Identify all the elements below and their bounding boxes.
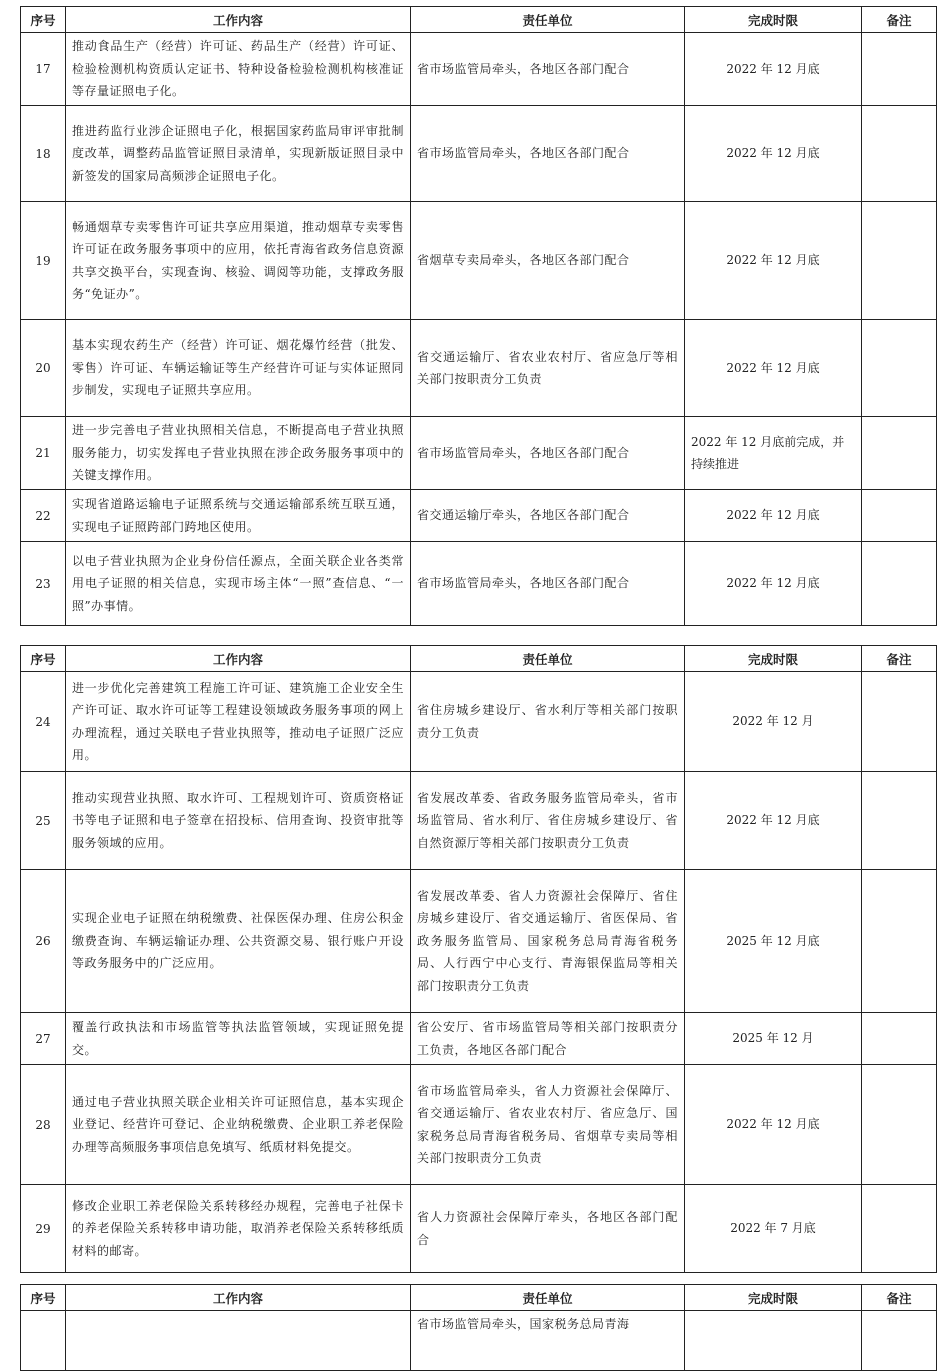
- row-note: [862, 202, 937, 320]
- row-unit: 省发展改革委、省人力资源社会保障厅、省住房城乡建设厅、省交通运输厅、省医保局、省政务服务监管局、国家税务总局青海省税务局、人行西宁中心支行、青海银保监局等相关部门按职责分工负责: [411, 870, 685, 1013]
- row-content: 通过电子营业执照关联企业相关许可证照信息，基本实现企业登记、经营许可登记、企业纳税缴费、企业职工养老保险办理等高频服务事项信息免填写、纸质材料免提交。: [66, 1065, 411, 1185]
- row-unit: 省烟草专卖局牵头，各地区各部门配合: [411, 202, 685, 320]
- header-note: 备注: [862, 646, 937, 672]
- row-deadline: 2022 年 12 月底: [685, 320, 862, 417]
- row-seq: 17: [21, 33, 66, 106]
- header-note: 备注: [862, 1285, 937, 1311]
- row-deadline: 2022 年 12 月底: [685, 1065, 862, 1185]
- row-note: [862, 417, 937, 490]
- header-content: 工作内容: [66, 1285, 411, 1311]
- row-deadline: 2022 年 12 月底前完成，并持续推进: [685, 417, 862, 490]
- table-row: [21, 33, 937, 106]
- header-seq: 序号: [21, 7, 66, 33]
- row-deadline: 2022 年 12 月底: [685, 490, 862, 542]
- row-seq: 20: [21, 320, 66, 417]
- row-seq: 21: [21, 417, 66, 490]
- row-seq: 28: [21, 1065, 66, 1185]
- row-seq: 29: [21, 1185, 66, 1273]
- row-unit: 省市场监管局牵头，各地区各部门配合: [411, 106, 685, 202]
- row-unit: 省市场监管局牵头，各地区各部门配合: [411, 417, 685, 490]
- row-note: [862, 870, 937, 1013]
- table-row: [21, 106, 937, 202]
- row-deadline: 2022 年 12 月底: [685, 33, 862, 106]
- row-note: [862, 672, 937, 772]
- row-seq: 22: [21, 490, 66, 542]
- row-seq: 27: [21, 1013, 66, 1065]
- row-seq: [21, 1311, 66, 1371]
- row-unit: 省市场监管局牵头，省人力资源社会保障厅、省交通运输厅、省农业农村厅、省应急厅、国家税务总局青海省税务局、省烟草专卖局等相关部门按职责分工负责: [411, 1065, 685, 1185]
- header-seq: 序号: [21, 1285, 66, 1311]
- row-deadline: 2022 年 12 月底: [685, 106, 862, 202]
- row-seq: 24: [21, 672, 66, 772]
- table-block-1: [20, 6, 936, 626]
- partial-unit-text: 省市场监管局牵头，国家税务总局青海: [417, 1317, 630, 1331]
- header-note: 备注: [862, 7, 937, 33]
- table-row: [21, 542, 937, 626]
- row-note: [862, 33, 937, 106]
- row-note: [862, 1065, 937, 1185]
- row-note: [862, 490, 937, 542]
- table-header-row: [21, 646, 937, 672]
- table-row: [21, 417, 937, 490]
- row-deadline: 2022 年 12 月底: [685, 202, 862, 320]
- row-deadline: 2022 年 12 月底: [685, 542, 862, 626]
- header-unit: 责任单位: [411, 646, 685, 672]
- row-unit: 省市场监管局牵头，各地区各部门配合: [411, 33, 685, 106]
- row-content: 修改企业职工养老保险关系转移经办规程，完善电子社保卡的养老保险关系转移申请功能，取消养老保险关系转移纸质材料的邮寄。: [66, 1185, 411, 1273]
- table-block-3: [20, 1284, 936, 1331]
- row-deadline: 2025 年 12 月: [685, 1013, 862, 1065]
- row-seq: 23: [21, 542, 66, 626]
- table-row: [21, 672, 937, 772]
- header-deadline: 完成时限: [685, 1285, 862, 1311]
- table-row: [21, 202, 937, 320]
- header-unit: 责任单位: [411, 7, 685, 33]
- row-content: 覆盖行政执法和市场监管等执法监管领域，实现证照免提交。: [66, 1013, 411, 1065]
- row-deadline: 2025 年 12 月底: [685, 870, 862, 1013]
- table-row: [21, 1065, 937, 1185]
- table-header-row: [21, 7, 937, 33]
- row-unit: 省交通运输厅牵头，各地区各部门配合: [411, 490, 685, 542]
- row-unit: 省发展改革委、省政务服务监管局牵头，省市场监管局、省水利厅、省住房城乡建设厅、省自然资源厅等相关部门按职责分工负责: [411, 772, 685, 870]
- row-unit: 省市场监管局牵头，各地区各部门配合: [411, 542, 685, 626]
- table-row: [21, 772, 937, 870]
- row-deadline: 2022 年 7 月底: [685, 1185, 862, 1273]
- table-row: [21, 1311, 937, 1371]
- table-row: [21, 870, 937, 1013]
- row-note: [862, 772, 937, 870]
- row-unit: 省住房城乡建设厅、省水利厅等相关部门按职责分工负责: [411, 672, 685, 772]
- row-content: 进一步优化完善建筑工程施工许可证、建筑施工企业安全生产许可证、取水许可证等工程建设领域政务服务事项的网上办理流程，通过关联电子营业执照等，推动电子证照广泛应用。: [66, 672, 411, 772]
- table-row: [21, 1013, 937, 1065]
- header-content: 工作内容: [66, 646, 411, 672]
- header-seq: 序号: [21, 646, 66, 672]
- table-row: [21, 490, 937, 542]
- table-header-row: [21, 1285, 937, 1311]
- header-unit: 责任单位: [411, 1285, 685, 1311]
- row-content: 实现企业电子证照在纳税缴费、社保医保办理、住房公积金缴费查询、车辆运输证办理、公共资源交易、银行账户开设等政务服务中的广泛应用。: [66, 870, 411, 1013]
- row-content: 推进药监行业涉企证照电子化，根据国家药监局审评审批制度改革，调整药品监管证照目录清单，实现新版证照目录中新签发的国家局高频涉企证照电子化。: [66, 106, 411, 202]
- work-table-1: [20, 6, 937, 626]
- row-deadline: 2022 年 12 月底: [685, 772, 862, 870]
- row-deadline: 2022 年 12 月: [685, 672, 862, 772]
- table-row: [21, 320, 937, 417]
- row-note: [862, 1185, 937, 1273]
- row-content: 以电子营业执照为企业身份信任源点，全面关联企业各类常用电子证照的相关信息，实现市场主体“一照”查信息、“一照”办事情。: [66, 542, 411, 626]
- row-unit: [411, 1311, 685, 1371]
- row-content: 畅通烟草专卖零售许可证共享应用渠道，推动烟草专卖零售许可证在政务服务事项中的应用，依托青海省政务信息资源共享交换平台，实现查询、核验、调阅等功能，支撑政务服务“免证办”。: [66, 202, 411, 320]
- header-content: 工作内容: [66, 7, 411, 33]
- header-deadline: 完成时限: [685, 7, 862, 33]
- row-note: [862, 1013, 937, 1065]
- row-content: 实现省道路运输电子证照系统与交通运输部系统互联互通，实现电子证照跨部门跨地区使用。: [66, 490, 411, 542]
- header-deadline: 完成时限: [685, 646, 862, 672]
- row-content: 基本实现农药生产（经营）许可证、烟花爆竹经营（批发、零售）许可证、车辆运输证等生产经营许可证与实体证照同步制发，实现电子证照共享应用。: [66, 320, 411, 417]
- row-note: [862, 1311, 937, 1371]
- row-seq: 19: [21, 202, 66, 320]
- row-content: 进一步完善电子营业执照相关信息，不断提高电子营业执照服务能力，切实发挥电子营业执照在涉企政务服务事项中的关键支撑作用。: [66, 417, 411, 490]
- row-content: 推动实现营业执照、取水许可、工程规划许可、资质资格证书等电子证照和电子签章在招投标、信用查询、投资审批等服务领域的应用。: [66, 772, 411, 870]
- row-seq: 25: [21, 772, 66, 870]
- work-table-3: [20, 1284, 937, 1371]
- row-seq: 26: [21, 870, 66, 1013]
- row-content: 推动食品生产（经营）许可证、药品生产（经营）许可证、检验检测机构资质认定证书、特种设备检验检测机构核准证等存量证照电子化。: [66, 33, 411, 106]
- row-deadline: [685, 1311, 862, 1371]
- row-unit: 省人力资源社会保障厅牵头，各地区各部门配合: [411, 1185, 685, 1273]
- row-unit: 省公安厅、省市场监管局等相关部门按职责分工负责，各地区各部门配合: [411, 1013, 685, 1065]
- table-block-2: [20, 645, 936, 1273]
- row-note: [862, 320, 937, 417]
- row-note: [862, 106, 937, 202]
- row-seq: 18: [21, 106, 66, 202]
- row-note: [862, 542, 937, 626]
- row-content: [66, 1311, 411, 1371]
- row-unit: 省交通运输厅、省农业农村厅、省应急厅等相关部门按职责分工负责: [411, 320, 685, 417]
- work-table-2: [20, 645, 937, 1273]
- table-row: [21, 1185, 937, 1273]
